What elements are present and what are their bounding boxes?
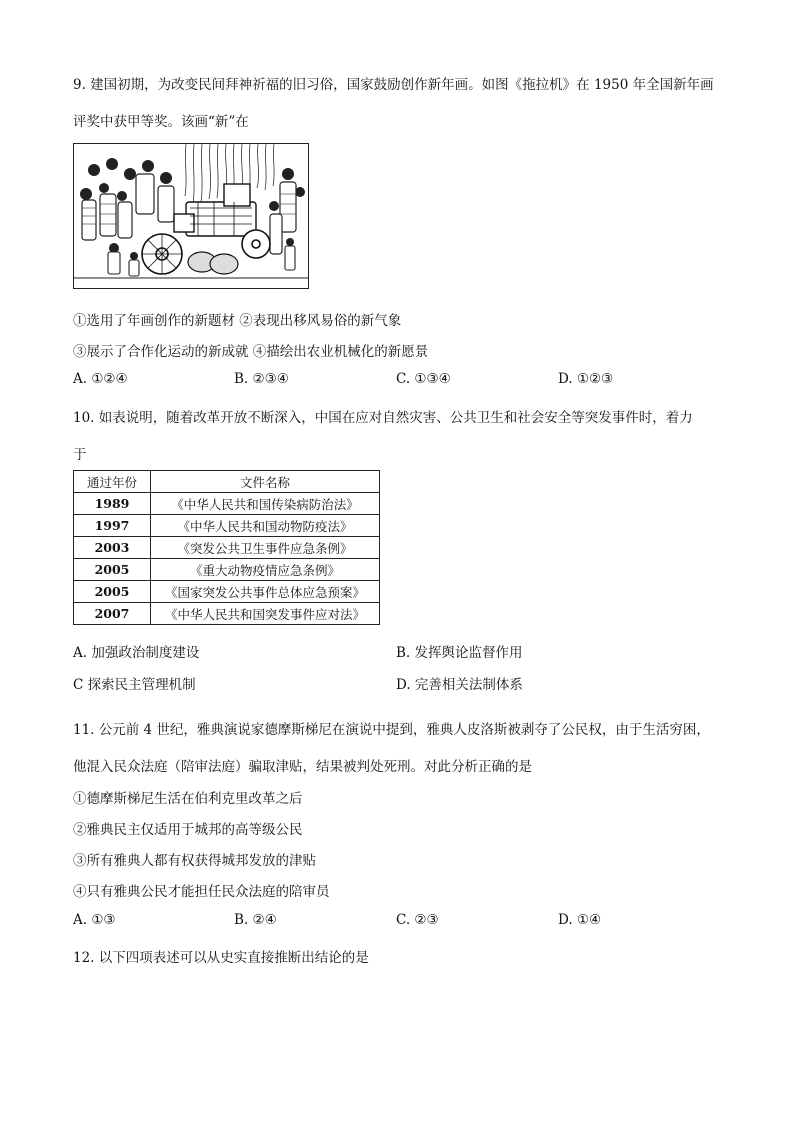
- table-cell-year: 2005: [74, 559, 151, 581]
- q11-option-a[interactable]: A. ①③: [73, 912, 116, 928]
- table-cell-doc: 《重大动物疫情应急条例》: [151, 559, 380, 581]
- q10-stem-line1: 10. 如表说明，随着改革开放不断深入，中国在应对自然灾害、公共卫生和社会安全等突发事件时，着力: [73, 410, 693, 426]
- q11-statement-3: ③所有雅典人都有权获得城邦发放的津贴: [73, 853, 316, 869]
- q11-statement-2: ②雅典民主仅适用于城邦的高等级公民: [73, 822, 303, 838]
- q11-stem-line2: 他混入民众法庭（陪审法庭）骗取津贴，结果被判处死刑。对此分析正确的是: [73, 759, 532, 775]
- q11-statement-4: ④只有雅典公民才能担任民众法庭的陪审员: [73, 884, 330, 900]
- q9-statement-2: ③展示了合作化运动的新成就 ④描绘出农业机械化的新愿景: [73, 344, 429, 360]
- q11-statement-1: ①德摩斯梯尼生活在伯利克里改革之后: [73, 791, 303, 807]
- q10-option-c[interactable]: C 探索民主管理机制: [73, 677, 196, 693]
- q10-option-b[interactable]: B. 发挥舆论监督作用: [396, 645, 523, 661]
- tractor-woodcut-image: [73, 143, 309, 289]
- table-header-doc: 文件名称: [151, 471, 380, 493]
- table-cell-doc: 《中华人民共和国传染病防治法》: [151, 493, 380, 515]
- table-cell-year: 1989: [74, 493, 151, 515]
- q9-option-d[interactable]: D. ①②③: [558, 371, 614, 387]
- q10-option-d[interactable]: D. 完善相关法制体系: [396, 677, 523, 693]
- table-cell-doc: 《突发公共卫生事件应急条例》: [151, 537, 380, 559]
- q11-option-d[interactable]: D. ①④: [558, 912, 602, 928]
- q9-option-c[interactable]: C. ①③④: [396, 371, 451, 387]
- table-row: [74, 515, 380, 537]
- table-row: [74, 603, 380, 625]
- q9-stem-line1: 9. 建国初期，为改变民间拜神祈福的旧习俗，国家鼓励创作新年画。如图《拖拉机》在 1950 年全国新年画: [73, 77, 714, 93]
- q9-statement-1: ①选用了年画创作的新题材 ②表现出移风易俗的新气象: [73, 313, 402, 329]
- table-cell-doc: 《中华人民共和国动物防疫法》: [151, 515, 380, 537]
- q11-stem-line1: 11. 公元前 4 世纪，雅典演说家德摩斯梯尼在演说中提到，雅典人皮洛斯被剥夺了公民权，由于生活穷困，: [73, 722, 710, 738]
- laws-table: [73, 470, 380, 625]
- table-cell-year: 2007: [74, 603, 151, 625]
- q9-option-a[interactable]: A. ①②④: [73, 371, 128, 387]
- table-cell-year: 2005: [74, 581, 151, 603]
- table-cell-doc: 《中华人民共和国突发事件应对法》: [151, 603, 380, 625]
- table-row: [74, 559, 380, 581]
- q9-option-b[interactable]: B. ②③④: [234, 371, 289, 387]
- q11-option-b[interactable]: B. ②④: [234, 912, 277, 928]
- table-header-year: 通过年份: [74, 471, 151, 493]
- table-cell-doc: 《国家突发公共事件总体应急预案》: [151, 581, 380, 603]
- table-row: [74, 493, 380, 515]
- q12-stem-line1: 12. 以下四项表述可以从史实直接推断出结论的是: [73, 950, 369, 966]
- q9-stem-line2: 评奖中获甲等奖。该画“新”在: [73, 114, 249, 130]
- table-cell-year: 2003: [74, 537, 151, 559]
- table-row: [74, 537, 380, 559]
- table-cell-year: 1997: [74, 515, 151, 537]
- q10-option-a[interactable]: A. 加强政治制度建设: [73, 645, 200, 661]
- q10-stem-line2: 于: [73, 447, 87, 463]
- table-header-row: [74, 471, 380, 493]
- q11-option-c[interactable]: C. ②③: [396, 912, 439, 928]
- table-row: [74, 581, 380, 603]
